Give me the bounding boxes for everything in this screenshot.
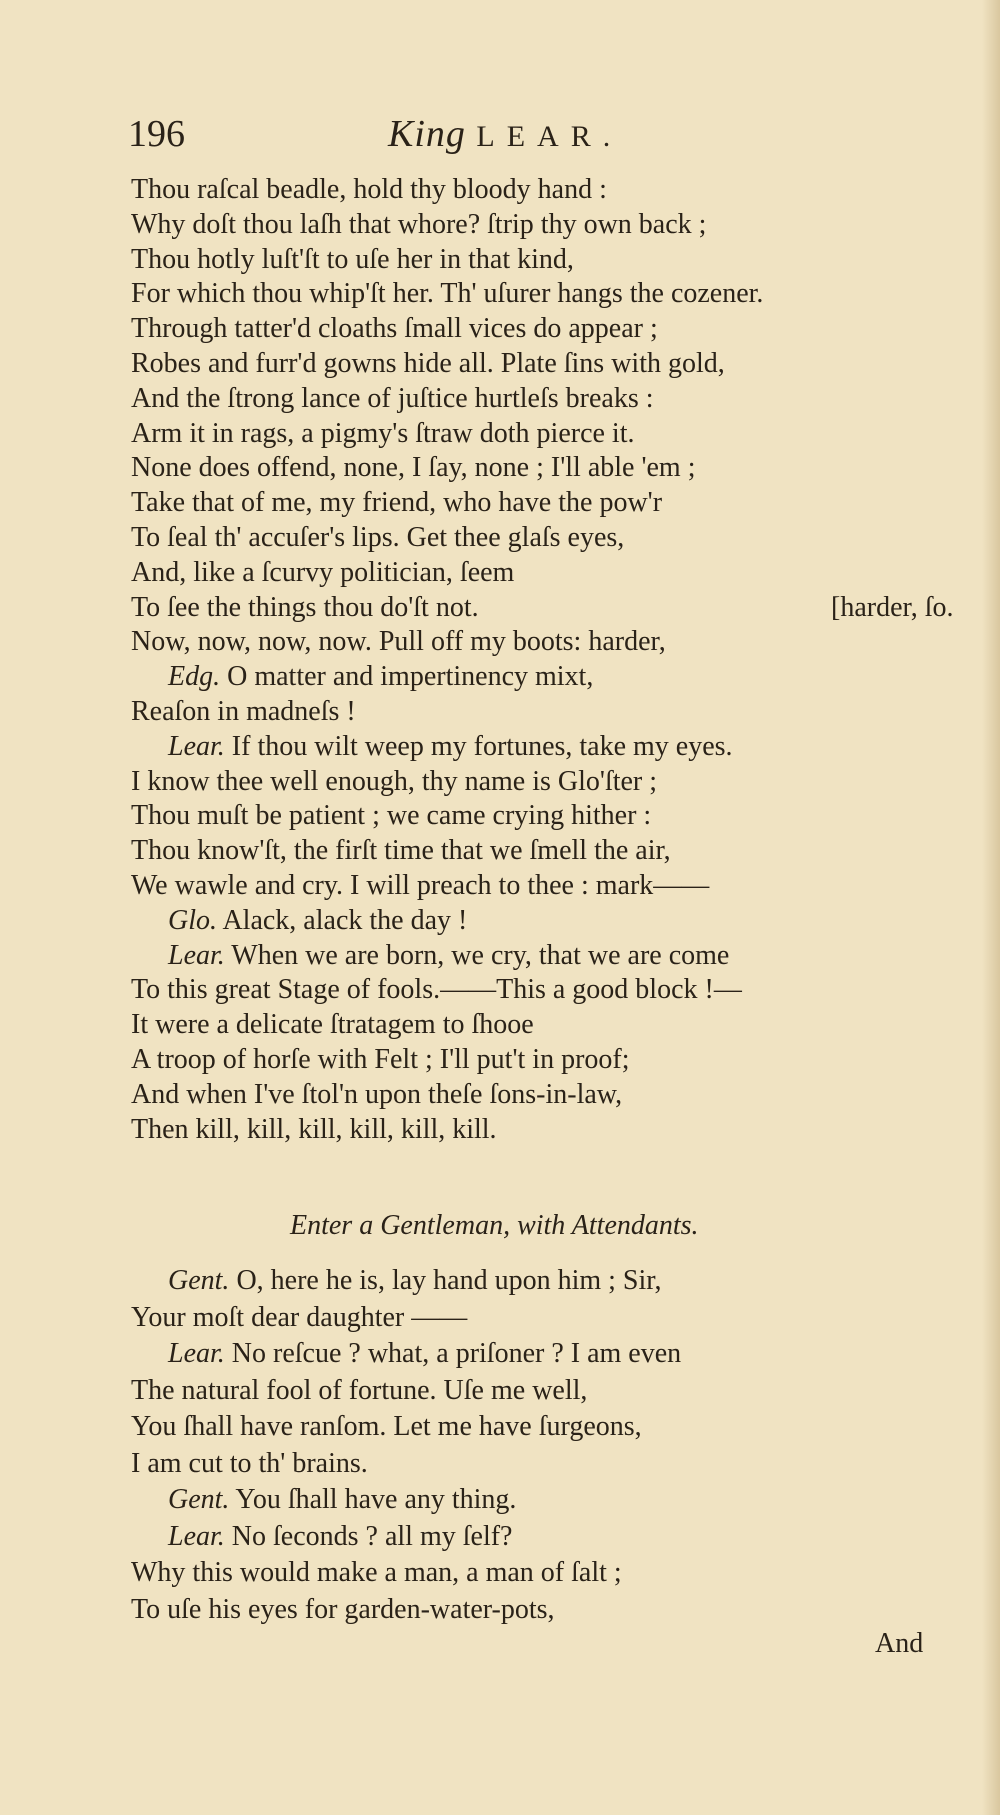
speaker-name: Gent.: [168, 1484, 230, 1515]
verse-line: [131, 1263, 951, 1300]
page-edge-shadow: [982, 0, 1000, 1815]
line-text: Now, now, now, now. Pull off my boots: harder,: [131, 626, 666, 658]
line-text: O matter and impertinency mixt,: [220, 661, 594, 693]
line-text: Why doſt thou laſh that whore? ſtrip thy own back ;: [131, 208, 707, 240]
verse-line: [131, 660, 951, 695]
line-text: Thou muſt be patient ; we came crying hither :: [131, 800, 652, 832]
line-text: No ſeconds ? all my ſelf?: [224, 1520, 513, 1552]
verse-line: [131, 1078, 951, 1113]
running-header: [128, 112, 828, 162]
verse-line: [131, 869, 951, 904]
line-text: Then kill, kill, kill, kill, kill, kill.: [131, 1113, 497, 1145]
speaker-name: Glo.: [168, 904, 217, 936]
verse-line: [131, 1519, 951, 1556]
verse-line: [131, 625, 951, 660]
line-text: Thou know'ſt, the firſt time that we ſmell the air,: [131, 835, 671, 867]
line-text: To ſeal th' accuſer's lips. Get thee glaſs eyes,: [131, 521, 625, 553]
line-text: If thou wilt weep my fortunes, take my eyes.: [224, 730, 733, 762]
line-text: The natural fool of fortune. Uſe me well,: [131, 1374, 588, 1406]
verse-line: [131, 277, 951, 312]
verse-line: [131, 1373, 951, 1410]
verse-line: [131, 1592, 951, 1629]
speaker-name: Lear.: [168, 730, 225, 762]
line-text: Arm it in rags, a pigmy's ſtraw doth pierce it.: [131, 417, 635, 449]
verse-line: [131, 591, 954, 626]
line-text: We wawle and cry. I will preach to thee : mark——: [131, 869, 710, 901]
verse-line: [131, 1113, 951, 1148]
stage-note: [harder, ſo.: [831, 591, 954, 623]
running-title: [388, 112, 622, 156]
line-text: O, here he is, lay hand upon him ; Sir,: [229, 1265, 662, 1296]
verse-line: [131, 1446, 951, 1483]
line-text: None does offend, none, I ſay, none ; I'll able 'em ;: [131, 452, 696, 484]
line-text: To this great Stage of fools.——This a good block !—: [131, 974, 742, 1006]
line-text: And when I've ſtol'n upon theſe ſons-in-law,: [131, 1078, 623, 1110]
verse-line: [131, 312, 951, 347]
title-italic: King: [388, 113, 466, 155]
line-text: I am cut to th' brains.: [131, 1447, 368, 1479]
line-text: Reaſon in madneſs !: [131, 695, 356, 727]
verse-line: [131, 1008, 951, 1043]
line-text: For which thou whip'ſt her. Th' uſurer hangs the cozener.: [131, 278, 764, 310]
verse-block-1: [131, 173, 954, 1147]
line-text: Why this would make a man, a man of ſalt ;: [131, 1557, 622, 1588]
verse-line: [131, 417, 951, 452]
verse-line: [131, 173, 951, 208]
line-text: To ſee the things thou do'ſt not.: [131, 591, 479, 623]
speaker-name: Lear.: [168, 939, 225, 971]
line-text: Your moſt dear daughter ——: [131, 1301, 468, 1333]
line-text: You ſhall have ranſom. Let me have ſurgeons,: [131, 1411, 642, 1442]
verse-line: [131, 973, 951, 1008]
verse-line: [131, 556, 951, 591]
verse-line: [131, 1482, 951, 1519]
line-text: To uſe his eyes for garden-water-pots,: [131, 1593, 555, 1625]
speaker-name: Gent.: [168, 1265, 230, 1296]
line-text: You ſhall have any thing.: [229, 1484, 517, 1515]
line-text: Thou raſcal beadle, hold thy bloody hand :: [131, 174, 607, 205]
verse-line: [131, 1043, 951, 1078]
verse-line: [131, 347, 951, 382]
verse-line: [131, 243, 951, 278]
line-text: A troop of horſe with Felt ; I'll put't in proof;: [131, 1043, 630, 1075]
verse-line: [131, 695, 951, 730]
verse-line: [131, 765, 951, 800]
verse-line: [131, 1409, 951, 1446]
verse-line: [131, 382, 951, 417]
speaker-name: Lear.: [168, 1520, 225, 1552]
title-caps: LEAR.: [476, 120, 623, 153]
verse-line: [131, 521, 951, 556]
line-text: No reſcue ? what, a priſoner ? I am even: [224, 1338, 682, 1369]
speaker-name: Lear.: [168, 1338, 225, 1369]
verse-line: [131, 730, 951, 765]
verse-line: [131, 208, 951, 243]
verse-line: [131, 799, 951, 834]
verse-line: [131, 486, 951, 521]
line-text: And the ſtrong lance of juſtice hurtleſs breaks :: [131, 382, 654, 414]
page-number: 196: [128, 113, 185, 155]
verse-line: [131, 834, 951, 869]
verse-line: [131, 939, 951, 974]
line-text: When we are born, we cry, that we are come: [224, 939, 730, 971]
line-text: I know thee well enough, thy name is Glo'ſter ;: [131, 765, 658, 797]
stage-direction: Enter a Gentleman, with Attendants.: [290, 1210, 699, 1241]
verse-line: [131, 1555, 951, 1592]
line-text: Through tatter'd cloaths ſmall vices do appear ;: [131, 313, 658, 345]
verse-block-2: [131, 1263, 951, 1628]
line-text: It were a delicate ſtratagem to ſhooe: [131, 1009, 534, 1041]
line-text: Thou hotly luſt'ſt to uſe her in that kind,: [131, 243, 574, 275]
verse-line: [131, 1336, 951, 1373]
line-text: And, like a ſcurvy politician, ſeem: [131, 556, 515, 588]
catchword: And: [875, 1628, 924, 1659]
verse-line: [131, 1300, 951, 1337]
line-text: Robes and furr'd gowns hide all. Plate ſins with gold,: [131, 347, 725, 379]
verse-line: [131, 904, 951, 939]
speaker-name: Edg.: [168, 661, 221, 693]
verse-line: [131, 451, 951, 486]
line-text: Take that of me, my friend, who have the pow'r: [131, 487, 663, 519]
line-text: Alack, alack the day !: [217, 904, 468, 936]
